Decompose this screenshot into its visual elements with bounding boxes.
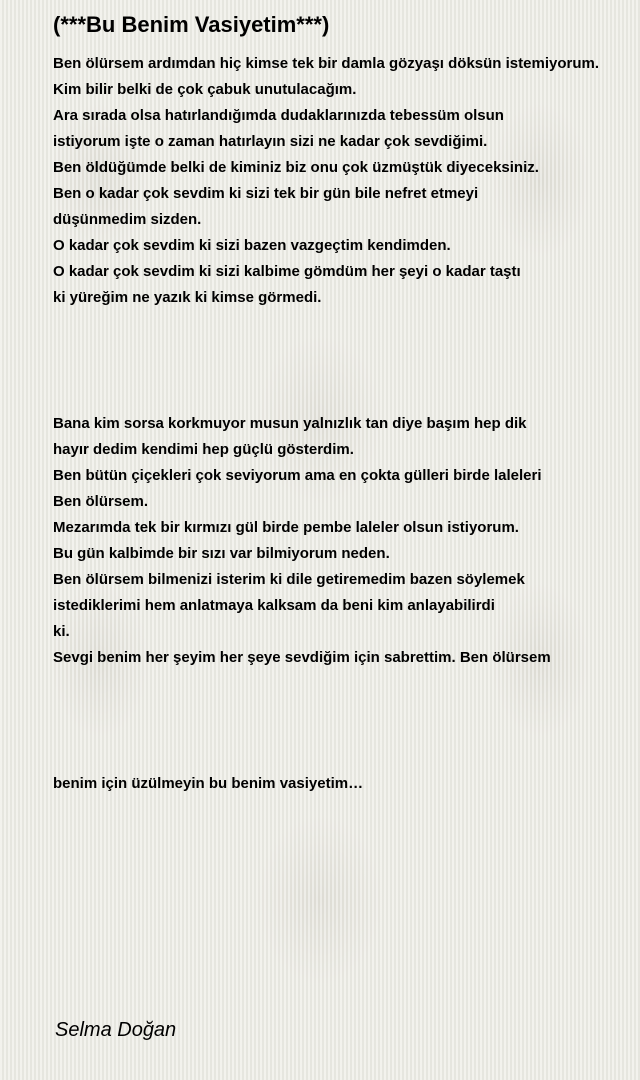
poem-line: hayır dedim kendimi hep güçlü gösterdim. — [53, 441, 354, 458]
poem-line: ki yüreğim ne yazık ki kimse görmedi. — [53, 289, 322, 306]
poem-line: Mezarımda tek bir kırmızı gül birde pembe laleler olsun istiyorum. — [53, 519, 519, 536]
poem-title: (***Bu Benim Vasiyetim***) — [53, 12, 330, 37]
poem-line: Bu gün kalbimde bir sızı var bilmiyorum neden. — [53, 545, 390, 562]
stanza-3 — [53, 771, 363, 797]
poem-line: Ara sırada olsa hatırlandığımda dudaklarınızda tebessüm olsun — [53, 107, 504, 124]
poem-line: istiyorum işte o zaman hatırlayın sizi ne kadar çok sevdiğimi. — [53, 133, 488, 150]
poem-line: Sevgi benim her şeyim her şeye sevdiğim için sabrettim. Ben ölürsem — [53, 649, 551, 666]
poem-line: istediklerimi hem anlatmaya kalksam da beni kim anlayabilirdi — [53, 597, 495, 614]
poem-line: ki. — [53, 623, 70, 640]
stanza-1 — [53, 51, 599, 311]
poem-line: O kadar çok sevdim ki sizi bazen vazgeçtim kendimden. — [53, 237, 451, 254]
poem-line: Kim bilir belki de çok çabuk unutulacağım. — [53, 81, 357, 98]
poem-line: Ben bütün çiçekleri çok seviyorum ama en çokta gülleri birde laleleri — [53, 467, 542, 484]
poem-line: benim için üzülmeyin bu benim vasiyetim… — [53, 775, 364, 792]
poem-line: Ben öldüğümde belki de kiminiz biz onu çok üzmüştük diyeceksiniz. — [53, 159, 539, 176]
poem-line: O kadar çok sevdim ki sizi kalbime gömdüm her şeyi o kadar taştı — [53, 263, 521, 280]
poem-line: Ben ölürsem bilmenizi isterim ki dile getiremedim bazen söylemek — [53, 571, 525, 588]
stanza-2 — [53, 411, 551, 671]
poem-line: Ben ölürsem. — [53, 493, 149, 510]
author-signature: Selma Doğan — [55, 1019, 177, 1041]
poem-line: Ben o kadar çok sevdim ki sizi tek bir gün bile nefret etmeyi — [53, 185, 479, 202]
poem-line: Bana kim sorsa korkmuyor musun yalnızlık tan diye başım hep dik — [53, 415, 527, 432]
poem-line: düşünmedim sizden. — [53, 211, 202, 228]
poem-line: Ben ölürsem ardımdan hiç kimse tek bir damla gözyaşı döksün istemiyorum. — [53, 55, 599, 72]
